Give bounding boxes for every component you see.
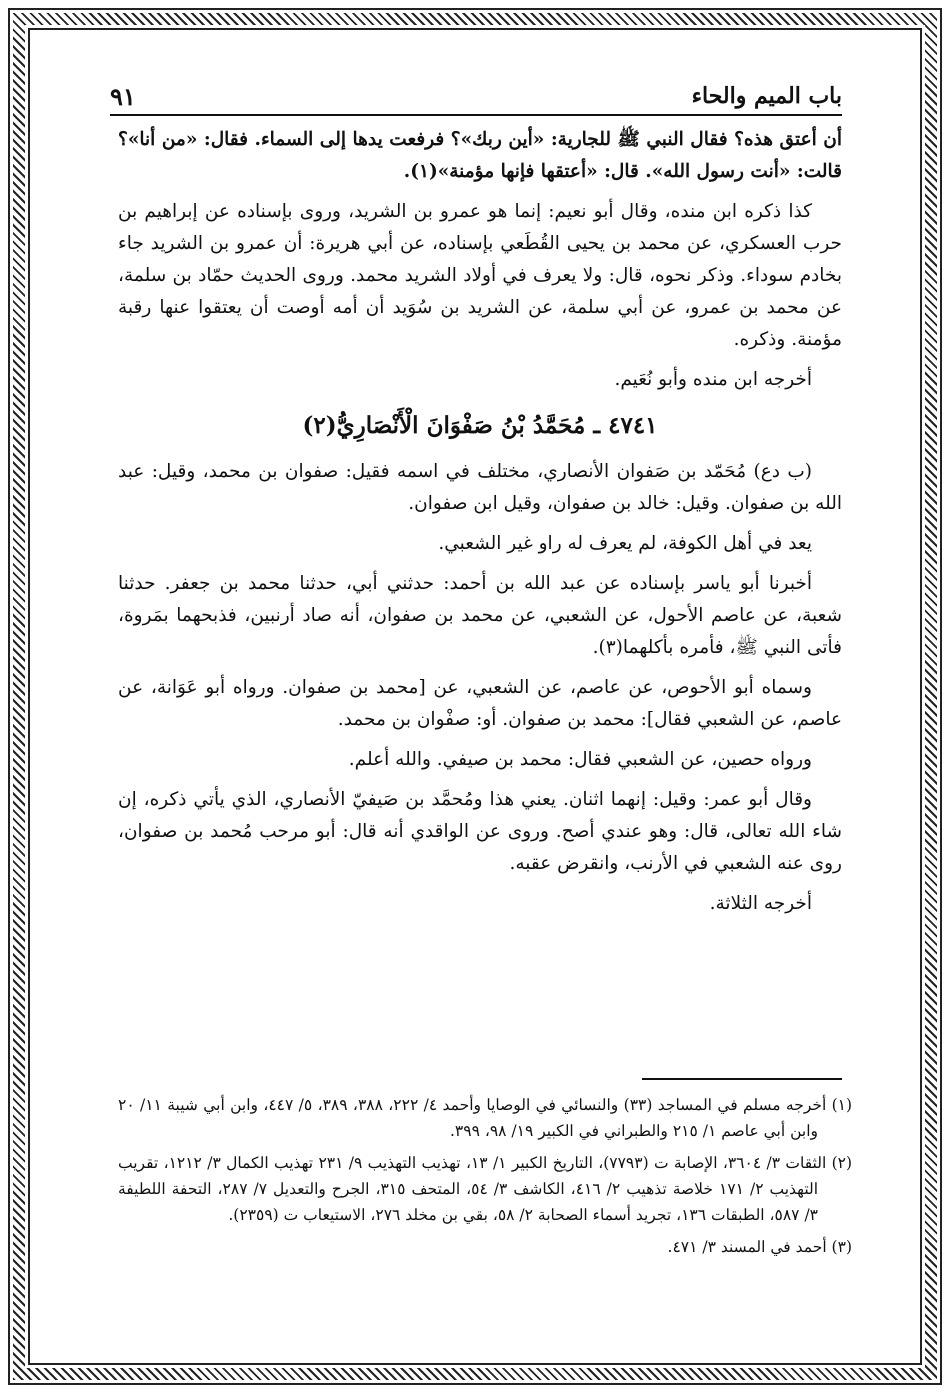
- paragraph-9: وقال أبو عمر: وقيل: إنهما اثنان. يعني هذا ومُحمَّد بن صَيفيّ الأنصاري، الذي يأتي ذكره، إن شاء الله تعالى، قال: وهو عندي أصح. وروى عن الواقدي أنه قال: أبو مرحب مُحمد بن صفوان، روى عنه الشعبي في الأرنب، وانقرض عقبه.: [118, 789, 842, 874]
- main-text: [118, 124, 842, 928]
- footnotes: [118, 1092, 852, 1266]
- footnote-1: (١) أخرجه مسلم في المساجد (٣٣) والنسائي في الوصايا وأحمد ٤/ ٢٢٢، ٣٨٨، ٣٨٩، ٥/ ٤٤٧، وابن أبي شيبة ١١/ ٢٠ وابن أبي عاصم ١/ ٢١٥ والطبراني في الكبير ١٩/ ٩٨، ٣٩٩.: [118, 1096, 853, 1140]
- footnote-3: (٣) أحمد في المسند ٣/ ٤٧١.: [667, 1238, 852, 1256]
- paragraph-5: يعد في أهل الكوفة، لم يعرف له راو غير الشعبي.: [438, 533, 812, 554]
- running-header: [110, 78, 842, 116]
- paragraph-6: أخبرنا أبو ياسر بإسناده عن عبد الله بن أحمد: حدثني أبي، حدثنا محمد بن جعفر. حدثنا شعبة، عن عاصم الأحول، عن الشعبي، عن محمد بن صفوان، أنه صاد أرنبين، فذبحهما بمَروة، فأتى النبي ﷺ، فأمره بأكلهما(٣).: [118, 573, 842, 658]
- paragraph-7: وسماه أبو الأحوص، عن عاصم، عن الشعبي، عن [محمد بن صفوان. ورواه أبو عَوَانة، عن عاصم، عن الشعبي فقال]: محمد بن صفوان. أو: صفْوان بن محمد.: [118, 677, 842, 730]
- paragraph-3: أخرجه ابن منده وأبو نُعَيم.: [614, 369, 812, 390]
- chapter-title: باب الميم والحاء: [691, 83, 842, 109]
- paragraph-10: أخرجه الثلاثة.: [709, 893, 812, 914]
- paragraph-4: (ب دع) مُحَمّد بن صَفوان الأنصاري، مختلف في اسمه فقيل: صفوان بن محمد، وقيل: عبد الله بن صفوان. وقيل: خالد بن صفوان، وقيل ابن صفوان.: [118, 461, 842, 514]
- paragraph-8: ورواه حصين، عن الشعبي فقال: محمد بن صيفي. والله أعلم.: [348, 749, 812, 770]
- paragraph-2: كذا ذكره ابن منده، وقال أبو نعيم: إنما هو عمرو بن الشريد، وروى بإسناده عن إبراهيم بن حرب العسكري، عن محمد بن يحيى القُطَعي بإسناده، عن أبي هريرة: أن عمرو بن الشريد جاء بخادم سوداء. وذكر نحوه، قال: ولا يعرف في أولاد الشريد محمد. وروى الحديث حمّاد بن سلمة، عن محمد بن عمرو، عن أبي سلمة، عن الشريد بن سُوَيد أن أمه أوصت أن يعتقوا عنها رقبة مؤمنة. وذكره.: [118, 201, 842, 350]
- paragraph-1: أن أعتق هذه؟ فقال النبي ﷺ للجارية: «أين ربك»؟ فرفعت يدها إلى السماء. فقال: «من أنا»؟ قالت: «أنت رسول الله». قال: «أعتقها فإنها مؤمنة»(١).: [118, 129, 842, 182]
- entry-heading: ٤٧٤١ ـ مُحَمَّدُ بْنُ صَفْوَانَ الْأَنْصَارِيُّ(٢): [302, 412, 658, 439]
- footnote-2: (٢) الثقات ٣/ ٣٦٠٤، الإصابة ت (٧٧٩٣)، التاريخ الكبير ١/ ١٣، تهذيب التهذيب ٩/ ٢٣١ تهذيب الكمال ٣/ ١٢١٢، تقريب التهذيب ٢/ ١٧١ خلاصة تذهيب ٢/ ٤١٦، الكاشف ٣/ ٥٤، المتحف ٣١٥، الجرح والتعديل ٧/ ٢٨٧، التحفة اللطيفة ٣/ ٥٨٧، الطبقات ١٣٦، تجريد أسماء الصحابة ٢/ ٥٨، بقي بن مخلد ٢٧٦، الاستيعاب ت (٢٣٥٩).: [118, 1154, 853, 1224]
- footnote-divider: [642, 1078, 842, 1080]
- page-number: ٩١: [110, 81, 136, 111]
